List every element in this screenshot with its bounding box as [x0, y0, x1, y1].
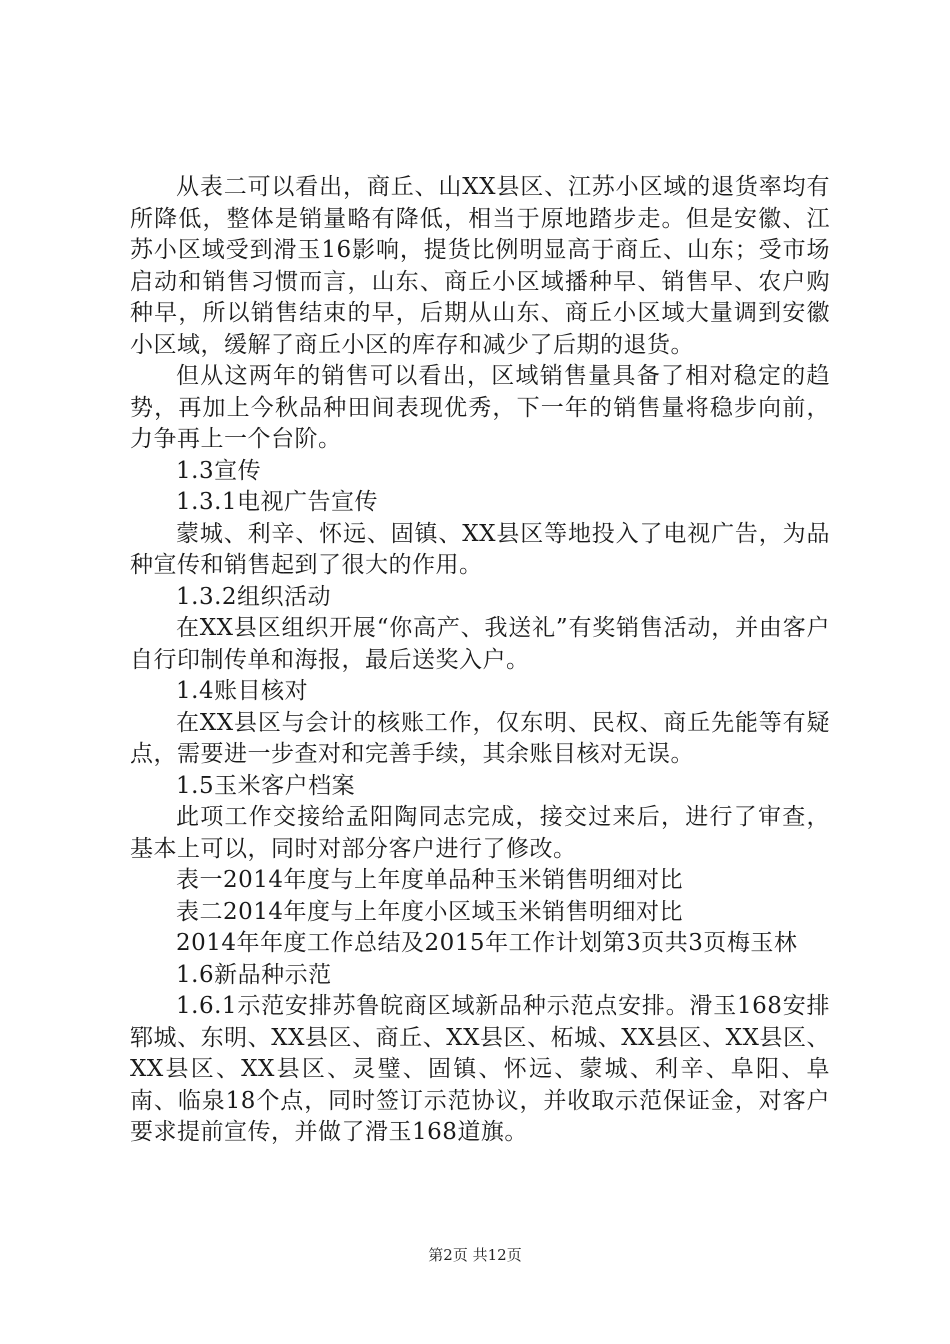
heading-1-3-1: 1.3.1电视广告宣传 — [176, 489, 379, 515]
paragraph-customer-files: 此项工作交接给孟阳陶同志完成，接交过来后，进行了审查，基本上可以，同时对部分客户进行了修改。 — [130, 804, 830, 862]
paragraph-activities: 在XX县区组织开展“你高产、我送礼”有奖销售活动，并由客户自行印制传单和海报，最后送奖入户。 — [130, 615, 830, 673]
heading-1-5: 1.5玉米客户档案 — [176, 772, 356, 799]
paragraph-demo-plan: 1.6.1示范安排苏鲁皖商区域新品种示范点安排。滑玉168安排郓城、东明、XX县区、商丘、XX县区、柘城、XX县区、XX县区、XX县区、XX县区、灵璧、固镇、怀远、蒙城、利辛、阜阳、阜南、临泉18个点，同时签订示范协议，并收取示范保证金，对客户要求提前宣传，并做了滑玉168道旗。 — [130, 993, 830, 1145]
table-caption-2: 表二2014年度与上年度小区域玉米销售明细对比 — [176, 898, 684, 925]
paragraph-sales-trend: 但从这两年的销售可以看出，区域销售量具备了相对稳定的趋势，再加上今秋品种田间表现优秀，下一年的销售量将稳步向前，力争再上一个台阶。 — [130, 363, 830, 452]
paragraph-tv-ads: 蒙城、利辛、怀远、固镇、XX县区等地投入了电视广告，为品种宣传和销售起到了很大的作用。 — [130, 520, 830, 578]
paragraph-page-note: 2014年年度工作总结及2015年工作计划第3页共3页梅玉林 — [176, 930, 798, 956]
page-footer: 第2页 共12页 — [428, 1246, 522, 1264]
heading-1-4: 1.4账目核对 — [176, 678, 309, 704]
table-caption-1: 表一2014年度与上年度单品种玉米销售明细对比 — [176, 867, 684, 893]
heading-1-6: 1.6新品种示范 — [176, 961, 332, 988]
heading-1-3-2: 1.3.2组织活动 — [176, 583, 332, 610]
heading-1-3: 1.3宣传 — [176, 457, 262, 484]
document-body — [130, 172, 830, 1149]
paragraph-return-analysis: 从表二可以看出，商丘、山XX县区、江苏小区域的退货率均有所降低，整体是销量略有降低，相当于原地踏步走。但是安徽、江苏小区域受到滑玉16影响，提货比例明显高于商丘、山东；受市场启动和销售习惯而言，山东、商丘小区域播种早、销售早、农户购种早，所以销售结束的早，后期从山东、商丘小区域大量调到安徽小区域，缓解了商丘小区的库存和减少了后期的退货。 — [130, 174, 830, 358]
paragraph-account-check: 在XX县区与会计的核账工作，仅东明、民权、商丘先能等有疑点，需要进一步查对和完善手续，其余账目核对无误。 — [130, 709, 830, 767]
